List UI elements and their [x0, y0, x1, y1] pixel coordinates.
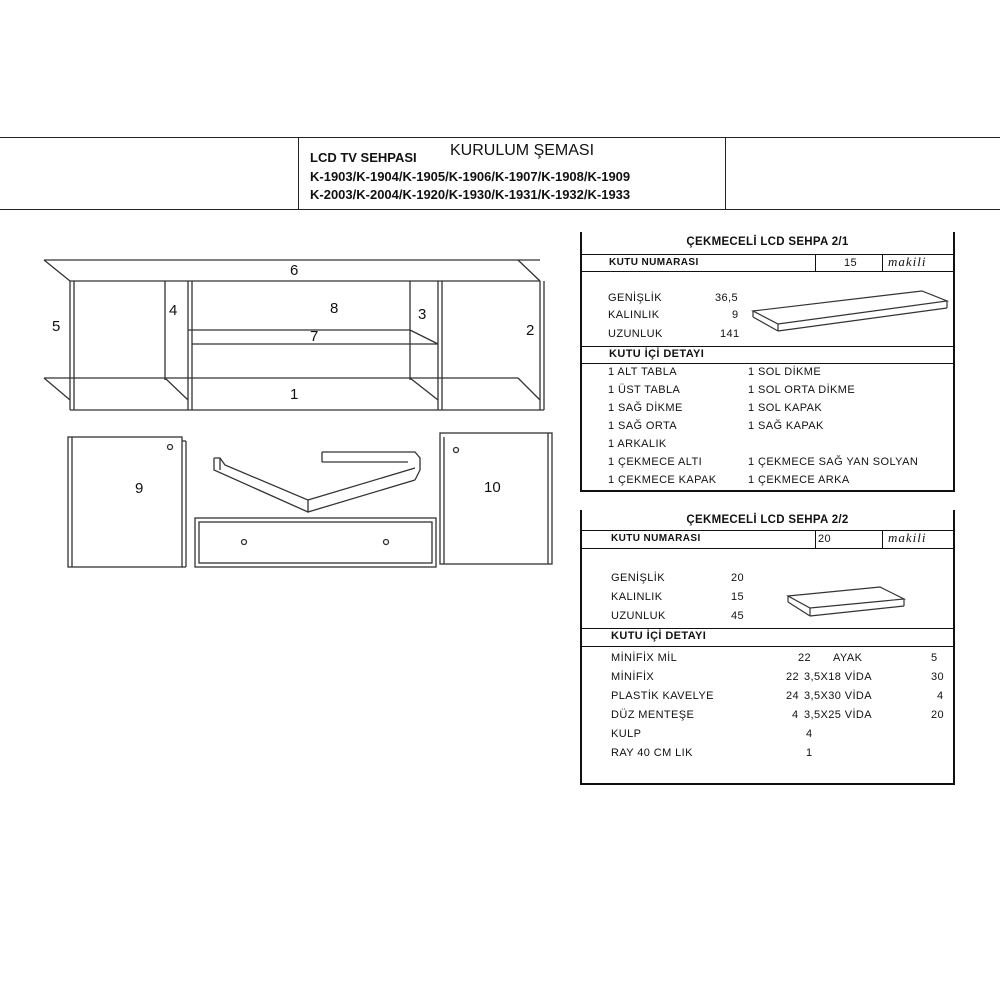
list-item-qty: 4 — [806, 728, 813, 740]
part-label-2: 2 — [526, 322, 535, 339]
box-1-dim-label: GENİŞLİK — [608, 292, 662, 304]
model-codes-line2: K-2003/K-2004/K-1920/K-1930/K-1931/K-1932/K-1933 — [310, 187, 631, 202]
list-item: AYAK — [833, 652, 863, 664]
list-item-qty: 30 — [931, 671, 945, 683]
box-2-detail-title: KUTU İÇİ DETAYI — [611, 630, 707, 642]
box-2-dim-label: GENİŞLİK — [611, 572, 665, 584]
col-divider — [815, 254, 816, 271]
list-item-qty: 22 — [786, 671, 800, 683]
part-label-9: 9 — [135, 480, 144, 497]
list-item: 1 SAĞ ORTA — [608, 420, 678, 432]
box-1-title: ÇEKMECELİ LCD SEHPA 2/1 — [686, 236, 849, 248]
list-item: DÜZ MENTEŞE — [611, 709, 695, 721]
list-item: 1 SOL KAPAK — [748, 402, 823, 414]
box-2-brand-logo: makili — [888, 530, 927, 545]
part-label-7: 7 — [310, 328, 319, 345]
list-item: PLASTİK KAVELYE — [611, 690, 714, 702]
box-2-kutu-value: 20 — [818, 533, 832, 545]
box-1-sketch — [750, 287, 950, 347]
part-label-3: 3 — [418, 306, 427, 323]
box-2-title: ÇEKMECELİ LCD SEHPA 2/2 — [686, 514, 849, 526]
col-divider — [815, 530, 816, 548]
box-1-kutu-value: 15 — [844, 257, 858, 269]
row-divider — [582, 646, 953, 647]
box-1-table — [580, 232, 955, 492]
list-item: MİNİFİX MİL — [611, 652, 678, 664]
list-item: 1 ÇEKMECE KAPAK — [608, 474, 717, 486]
part-label-6: 6 — [290, 262, 299, 279]
list-item-qty: 4 — [937, 690, 944, 702]
box-1-brand-logo: makili — [888, 254, 927, 269]
product-name: LCD TV SEHPASI — [310, 150, 417, 165]
list-item-qty: 5 — [931, 652, 938, 664]
list-item-qty: 24 — [786, 690, 800, 702]
box-1-dim-value: 141 — [720, 328, 740, 340]
list-item: 1 ALT TABLA — [608, 366, 678, 378]
part-label-1: 1 — [290, 386, 299, 403]
list-item: 3,5X18 VİDA — [804, 671, 872, 683]
box-2-dim-value: 45 — [731, 610, 745, 622]
col-divider — [882, 254, 883, 271]
model-codes-line1: K-1903/K-1904/K-1905/K-1906/K-1907/K-1908/K-1909 — [310, 169, 631, 184]
box-2-kutu-label: KUTU NUMARASI — [611, 533, 701, 544]
list-item: 1 SOL ORTA DİKME — [748, 384, 856, 396]
list-item: MİNİFİX — [611, 671, 655, 683]
list-item-qty: 22 — [798, 652, 812, 664]
row-divider — [582, 363, 953, 364]
row-divider — [582, 346, 953, 347]
list-item: 1 ARKALIK — [608, 438, 667, 450]
box-2-dim-value: 15 — [731, 591, 745, 603]
box-1-kutu-label: KUTU NUMARASI — [609, 257, 699, 268]
list-item-qty: 4 — [792, 709, 799, 721]
box-1-dim-label: KALINLIK — [608, 309, 660, 321]
list-item: 1 ÇEKMECE ALTI — [608, 456, 703, 468]
list-item: 1 ÇEKMECE ARKA — [748, 474, 850, 486]
row-divider — [582, 628, 953, 629]
list-item: 3,5X25 VİDA — [804, 709, 872, 721]
list-item: 1 ÇEKMECE SAĞ YAN SOLYAN — [748, 456, 919, 468]
box-2-dim-label: UZUNLUK — [611, 610, 666, 622]
box-2-dim-label: KALINLIK — [611, 591, 663, 603]
box-2-dim-value: 20 — [731, 572, 745, 584]
box-1-detail-title: KUTU İÇİ DETAYI — [609, 348, 705, 360]
list-item: KULP — [611, 728, 642, 740]
list-item: RAY 40 CM LIK — [611, 747, 693, 759]
list-item: 1 SAĞ KAPAK — [748, 420, 824, 432]
list-item: 1 SAĞ DİKME — [608, 402, 683, 414]
box-1-dim-value: 36,5 — [715, 292, 739, 304]
page-title: KURULUM ŞEMASI — [450, 142, 595, 159]
row-divider — [582, 271, 953, 272]
box-1-dim-label: UZUNLUK — [608, 328, 663, 340]
part-label-5: 5 — [52, 318, 61, 335]
part-label-10: 10 — [484, 479, 501, 496]
part-label-4: 4 — [169, 302, 178, 319]
list-item: 1 ÜST TABLA — [608, 384, 681, 396]
box-1-dim-value: 9 — [732, 309, 739, 321]
box-2-sketch — [786, 582, 916, 622]
list-item: 1 SOL DİKME — [748, 366, 822, 378]
list-item-qty: 20 — [931, 709, 945, 721]
row-divider — [582, 548, 953, 549]
col-divider — [882, 530, 883, 548]
list-item: 3,5X30 VİDA — [804, 690, 872, 702]
part-label-8: 8 — [330, 300, 339, 317]
box-2-table — [580, 510, 955, 785]
list-item-qty: 1 — [806, 747, 813, 759]
